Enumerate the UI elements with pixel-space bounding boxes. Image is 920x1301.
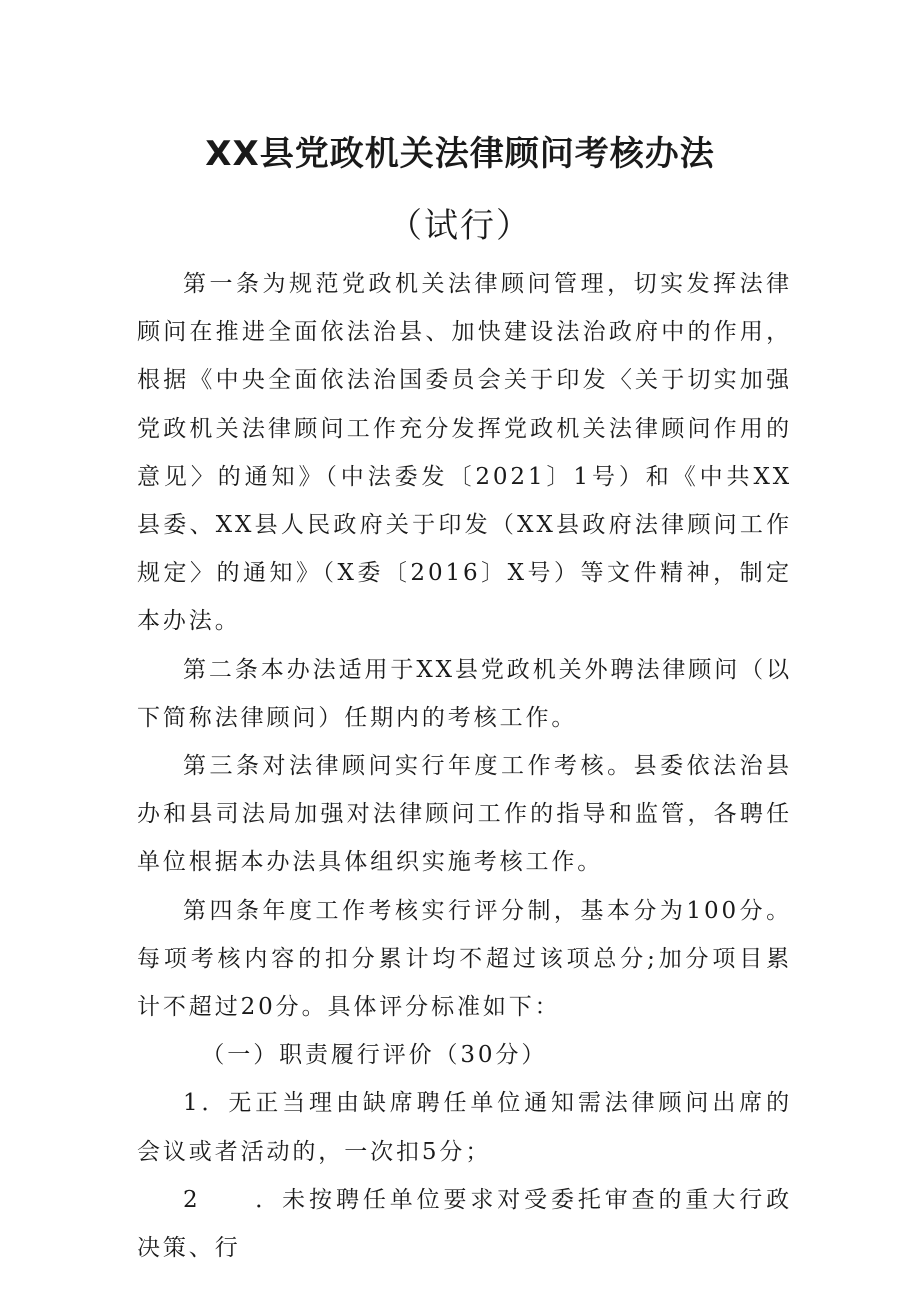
document-body [137,260,792,1272]
section-heading: （一）职责履行评价（30分） [201,1042,548,1069]
article-4-paragraph: 第四条年度工作考核实行评分制，基本分为100分。每项考核内容的扣分累计均不超过该项总分;加分项目累计不超过20分。具体评分标准如下： [137,897,792,1021]
article-1-paragraph: 第一条为规范党政机关法律顾问管理，切实发挥法律顾问在推进全面依法治县、加快建设法治政府中的作用，根据《中央全面依法治国委员会关于印发〈关于切实加强党政机关法律顾问工作充分发挥党政机关法律顾问作用的意见〉的通知》（中法委发〔2021〕1号）和《中共XX县委、XX县人民政府关于印发（XX县政府法律顾问工作规定〉的通知》（X委〔2016〕X号）等文件精神，制定本办法。 [137,271,792,635]
document-subtitle: （试行） [388,206,532,246]
list-item: 2 ．未按聘任单位要求对受委托审查的重大行政决策、行 [137,1186,792,1262]
article-3-paragraph: 第三条对法律顾问实行年度工作考核。县委依法治县办和县司法局加强对法律顾问工作的指导和监管，各聘任单位根据本办法具体组织实施考核工作。 [137,753,792,876]
document-title: XX县党政机关法律顾问考核办法 [205,134,715,174]
article-2-paragraph: 第二条本办法适用于XX县党政机关外聘法律顾问（以下简称法律顾问）任期内的考核工作。 [137,656,792,731]
list-item: 1．无正当理由缺席聘任单位通知需法律顾问出席的会议或者活动的，一次扣5分； [137,1090,792,1165]
